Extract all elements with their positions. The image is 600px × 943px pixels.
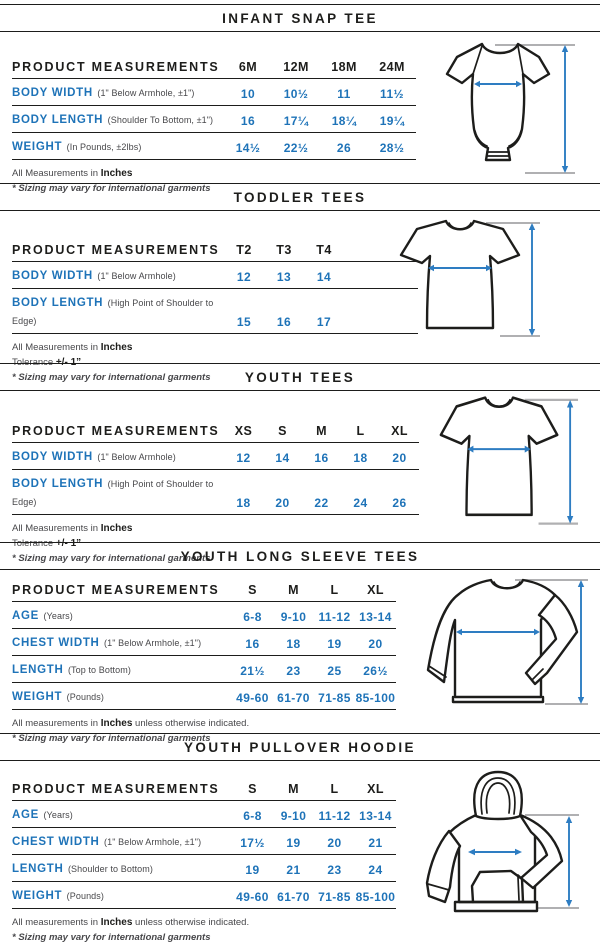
measurement-value: 19: [232, 855, 273, 882]
measurement-value: 20: [263, 470, 302, 515]
footnote-bold: Inches: [100, 718, 133, 729]
title-band: [0, 363, 600, 391]
measurements-table: [12, 420, 419, 515]
row-label: AGE: [12, 610, 40, 622]
size-column-header: T2: [224, 239, 264, 262]
measurement-value: 23: [314, 855, 355, 882]
size-column-header: T4: [304, 239, 344, 262]
measurement-value: 11½: [368, 79, 416, 106]
size-column-header: L: [341, 420, 380, 443]
garment-outline: [441, 398, 557, 515]
row-label: WEIGHT: [12, 691, 63, 703]
measurement-value: 18¼: [320, 106, 368, 133]
measurement-row: [12, 443, 419, 470]
length-arrow: [578, 580, 584, 704]
footnote-bold: +/- 1”: [55, 538, 82, 549]
row-label: BODY LENGTH: [12, 478, 104, 490]
footnote-bold: +/- 1”: [55, 357, 82, 368]
footnote-text: unless otherwise indicated.: [132, 718, 250, 729]
measurement-value: 16: [302, 443, 341, 470]
footnote-text: All measurements in: [12, 718, 101, 729]
measurement-value: 24: [341, 470, 380, 515]
footnote-text: Tolerance: [12, 538, 56, 549]
length-arrow: [566, 816, 572, 907]
size-column-header: S: [263, 420, 302, 443]
footnote-measurements: [12, 718, 600, 729]
measurement-value: 61-70: [273, 882, 314, 909]
size-column-header: 12M: [272, 56, 320, 79]
size-column-header: L: [314, 778, 355, 801]
row-label: LENGTH: [12, 664, 64, 676]
size-column-header: M: [273, 778, 314, 801]
size-column-header: S: [232, 778, 273, 801]
infant-snap-tee-illustration: [437, 34, 578, 178]
row-label: WEIGHT: [12, 890, 63, 902]
measurement-value: 61-70: [273, 683, 314, 710]
body-length-arrow: [567, 400, 573, 524]
size-column-header: L: [314, 579, 355, 602]
product-measurements-label: PRODUCT MEASUREMENTS: [12, 420, 224, 443]
measurement-value: 9-10: [273, 602, 314, 629]
measurement-value: 11-12: [314, 801, 355, 828]
measurements-table: [12, 579, 396, 710]
footnote-bold: Inches: [100, 168, 133, 179]
title-band: [0, 733, 600, 761]
measurement-row: [12, 828, 396, 855]
footnote-sizing: * Sizing may vary for international garments: [12, 733, 211, 744]
row-note: (High Point of Shoulder to Edge): [12, 298, 214, 326]
measurement-row: [12, 470, 419, 515]
size-column-header: XL: [355, 778, 396, 801]
size-column-header: XL: [380, 420, 419, 443]
size-column-header: 6M: [224, 56, 272, 79]
measurements-table: [12, 778, 396, 909]
table-header-row: [12, 239, 418, 262]
footnote-text: All measurements in: [12, 917, 101, 928]
body-length-arrow: [562, 45, 568, 173]
title-band: [0, 183, 600, 211]
table-header-row: [12, 579, 396, 602]
measurement-value: 19: [314, 629, 355, 656]
measurement-value: 20: [355, 629, 396, 656]
row-note: (Shoulder To Bottom, ±1"): [107, 115, 214, 125]
size-column-header: XS: [224, 420, 263, 443]
section-title: YOUTH PULLOVER HOODIE: [184, 740, 416, 755]
measurement-value: 21½: [232, 656, 273, 683]
youth-tee-illustration: [428, 390, 580, 528]
measurement-value: 19¼: [368, 106, 416, 133]
row-label: BODY LENGTH: [12, 114, 104, 126]
row-note: (1" Below Armhole): [97, 271, 176, 281]
row-note: (Shoulder to Bottom): [67, 864, 153, 874]
row-note: (Top to Bottom): [67, 665, 131, 675]
measurement-value: 22½: [272, 133, 320, 160]
table-header-row: [12, 420, 419, 443]
measurement-value: 28½: [368, 133, 416, 160]
footnote-sizing: * Sizing may vary for international garments: [12, 553, 211, 564]
row-note: (Years): [43, 611, 73, 621]
section-title: INFANT SNAP TEE: [222, 11, 378, 26]
measurement-value: 16: [224, 106, 272, 133]
section-youth-long-sleeve-tees: [0, 542, 600, 744]
row-note: (Years): [43, 810, 73, 820]
section-infant-snap-tee: [0, 0, 600, 194]
measurement-value: 12: [224, 262, 264, 289]
footnote-text: unless otherwise indicated.: [132, 917, 250, 928]
measurements-table: [12, 56, 416, 160]
measurement-value: 23: [273, 656, 314, 683]
product-measurements-label: PRODUCT MEASUREMENTS: [12, 579, 232, 602]
measurement-value: 19: [273, 828, 314, 855]
measurement-value: 13: [264, 262, 304, 289]
measurement-row: [12, 855, 396, 882]
measurement-row: [12, 801, 396, 828]
footnote-bold: Inches: [100, 523, 133, 534]
measurement-row: [12, 602, 396, 629]
row-label: CHEST WIDTH: [12, 836, 100, 848]
title-band: [0, 542, 600, 570]
measurement-value: 20: [314, 828, 355, 855]
row-label: BODY LENGTH: [12, 297, 104, 309]
measurement-value: 14: [304, 262, 344, 289]
size-column-header: XL: [355, 579, 396, 602]
footnote-text: All Measurements in: [12, 168, 101, 179]
garment-outline: [401, 221, 519, 328]
size-column-header: M: [273, 579, 314, 602]
measurement-row: [12, 106, 416, 133]
garment-outline: [427, 772, 562, 911]
row-note: (1" Below Armhole, ±1"): [104, 638, 202, 648]
measurement-value: 85-100: [355, 882, 396, 909]
row-label: AGE: [12, 809, 40, 821]
footnote-sizing: * Sizing may vary for international garments: [12, 932, 211, 943]
measurement-value: 18: [341, 443, 380, 470]
footnote-sizing: * Sizing may vary for international garments: [12, 183, 211, 194]
row-note: (Pounds): [66, 891, 104, 901]
measurement-value: 24: [355, 855, 396, 882]
measurement-value: 6-8: [232, 602, 273, 629]
measurement-value: 18: [273, 629, 314, 656]
measurement-value: 49-60: [232, 683, 273, 710]
footnote-measurements: [12, 342, 600, 353]
measurement-value: 21: [273, 855, 314, 882]
measurement-row: [12, 656, 396, 683]
measurement-value: 13-14: [355, 801, 396, 828]
measurement-value: 25: [314, 656, 355, 683]
product-measurements-label: PRODUCT MEASUREMENTS: [12, 239, 224, 262]
product-measurements-label: PRODUCT MEASUREMENTS: [12, 778, 232, 801]
section-title: YOUTH TEES: [244, 370, 356, 385]
measurement-row: [12, 262, 418, 289]
measurement-value: 10½: [272, 79, 320, 106]
row-note: (1" Below Armhole): [97, 452, 176, 462]
footnote-bold: Inches: [100, 342, 133, 353]
table-header-row: [12, 778, 396, 801]
product-measurements-label: PRODUCT MEASUREMENTS: [12, 56, 224, 79]
measurement-row: [12, 882, 396, 909]
body-length-arrow: [529, 223, 535, 336]
pullover-hoodie-illustration: [423, 765, 585, 926]
measurement-value: 12: [224, 443, 263, 470]
footnote-text: All Measurements in: [12, 342, 101, 353]
measurement-row: [12, 683, 396, 710]
measurement-value: 22: [302, 470, 341, 515]
measurement-value: 9-10: [273, 801, 314, 828]
row-note: (In Pounds, ±2lbs): [66, 142, 142, 152]
measurement-value: 18: [224, 470, 263, 515]
size-column-header: 18M: [320, 56, 368, 79]
measurement-value: 13-14: [355, 602, 396, 629]
measurement-value: 16: [232, 629, 273, 656]
row-label: LENGTH: [12, 863, 64, 875]
garment-outline: [428, 580, 577, 702]
table-header-row: [12, 56, 416, 79]
row-note: (1" Below Armhole, ±1"): [104, 837, 202, 847]
footnote-bold: Inches: [100, 917, 133, 928]
measurement-value: 85-100: [355, 683, 396, 710]
measurement-value: 17¼: [272, 106, 320, 133]
row-label: BODY WIDTH: [12, 270, 93, 282]
measurement-value: 20: [380, 443, 419, 470]
measurement-value: 6-8: [232, 801, 273, 828]
measurement-row: [12, 289, 418, 334]
measurement-row: [12, 629, 396, 656]
row-label: BODY WIDTH: [12, 451, 93, 463]
row-label: CHEST WIDTH: [12, 637, 100, 649]
row-label: BODY WIDTH: [12, 87, 93, 99]
measurement-value: 26: [320, 133, 368, 160]
size-column-header: S: [232, 579, 273, 602]
measurements-table: [12, 239, 418, 334]
row-label: WEIGHT: [12, 141, 63, 153]
measurement-value: 11: [320, 79, 368, 106]
measurement-value: 71-85: [314, 882, 355, 909]
measurement-value: 15: [224, 289, 264, 334]
section-title: YOUTH LONG SLEEVE TEES: [180, 549, 420, 564]
measurement-value: 16: [264, 289, 304, 334]
measurement-value: 21: [355, 828, 396, 855]
measurement-value: 10: [224, 79, 272, 106]
measurement-value: 71-85: [314, 683, 355, 710]
section-title: TODDLER TEES: [233, 190, 367, 205]
long-sleeve-tee-illustration: [425, 570, 590, 712]
measurement-value: 14: [263, 443, 302, 470]
footnote-text: All Measurements in: [12, 523, 101, 534]
garment-outline: [447, 44, 549, 160]
row-note: (High Point of Shoulder to Edge): [12, 479, 214, 507]
row-note: (1" Below Armhole, ±1"): [97, 88, 195, 98]
measurement-value: 11-12: [314, 602, 355, 629]
footnote-text: Tolerance: [12, 357, 56, 368]
row-note: (Pounds): [66, 692, 104, 702]
measurement-value: 17: [304, 289, 344, 334]
measurement-row: [12, 133, 416, 160]
measurement-value: 26: [380, 470, 419, 515]
size-column-header: 24M: [368, 56, 416, 79]
toddler-tee-illustration: [388, 214, 542, 340]
measurement-row: [12, 79, 416, 106]
section-youth-pullover-hoodie: [0, 733, 600, 943]
size-column-header: M: [302, 420, 341, 443]
measurement-value: 17½: [232, 828, 273, 855]
measurement-value: 14½: [224, 133, 272, 160]
measurement-value: 49-60: [232, 882, 273, 909]
size-column-header: T3: [264, 239, 304, 262]
measurement-value: 26½: [355, 656, 396, 683]
title-band: [0, 4, 600, 32]
footnote-sizing: * Sizing may vary for international garments: [12, 372, 211, 383]
